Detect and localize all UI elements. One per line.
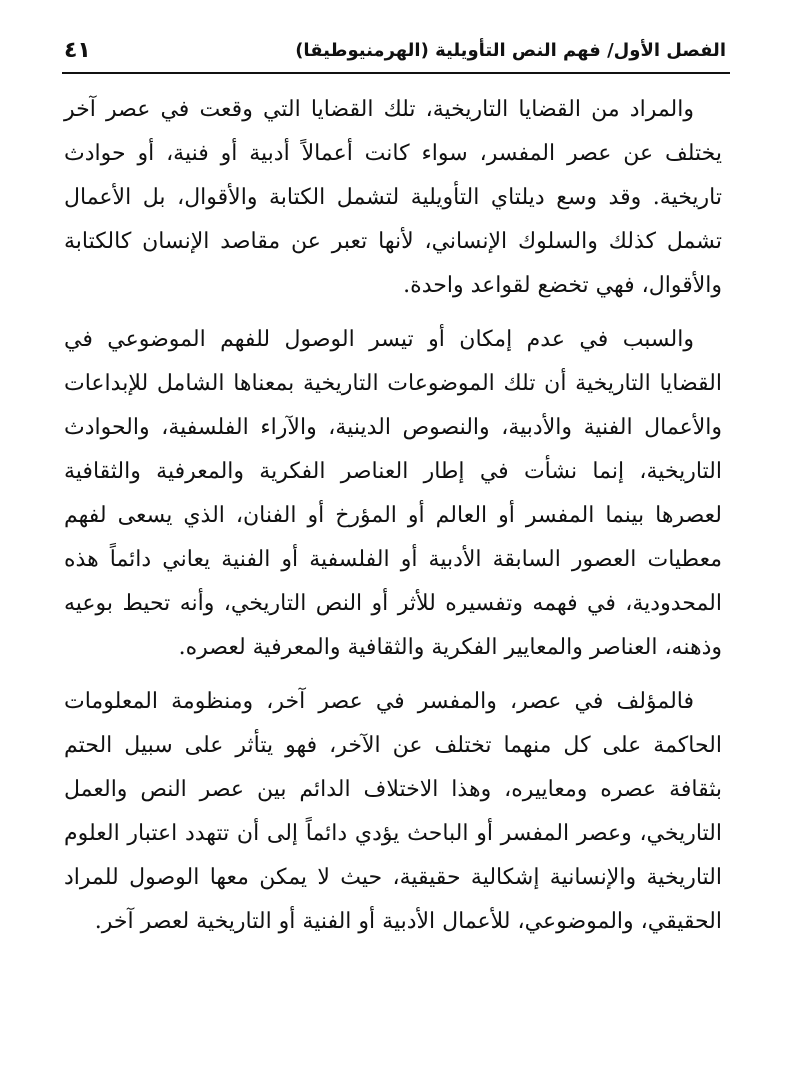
chapter-title: الفصل الأول/ فهم النص التأويلية (الهرمنيوطيقا) — [295, 39, 726, 61]
running-header — [64, 30, 726, 70]
paragraph: والسبب في عدم إمكان أو تيسر الوصول للفهم الموضوعي في القضايا التاريخية أن تلك الموضوعات التاريخية بمعناها الشامل للإبداعات والأعمال الفنية والأدبية، والنصوص الدينية، والآراء الفلسفية، والحوادث التاريخية، إنما نشأت في إطار العناصر الفكرية والمعرفية والثقافية لعصرها بينما المفسر أو العالم أو المؤرخ أو الفنان، الذي يسعى لفهم معطيات العصور السابقة الأدبية أو الفلسفية أو الفنية يعاني دائماً هذه المحدودية، في فهمه وتفسيره للأثر أو النص التاريخي، وأنه تحيط بوعيه وذهنه، العناصر والمعايير الفكرية والثقافية والمعرفية لعصره. — [64, 327, 722, 660]
page-number: ٤١ — [64, 37, 91, 63]
header-divider — [62, 72, 730, 74]
paragraph: فالمؤلف في عصر، والمفسر في عصر آخر، ومنظومة المعلومات الحاكمة على كل منهما تختلف عن الآخر، فهو يتأثر على سبيل الحتم بثقافة عصره ومعاييره، وهذا الاختلاف الدائم بين عصر النص والعمل التاريخي، وعصر المفسر أو الباحث يؤدي دائماً إلى أن تتهدد اعتبار العلوم التاريخية والإنسانية إشكالية حقيقية، حيث لا يمكن معها الوصول للمراد الحقيقي، والموضوعي، للأعمال الأدبية أو الفنية أو التاريخية لعصر آخر. — [64, 689, 722, 934]
paragraph: والمراد من القضايا التاريخية، تلك القضايا التي وقعت في عصر آخر يختلف عن عصر المفسر، سواء كانت أعمالاً أدبية أو فنية، أو حوادث تاريخية. وقد وسع ديلتاي التأويلية لتشمل الكتابة والأقوال، بل الأعمال تشمل كذلك والسلوك الإنساني، لأنها تعبر عن مقاصد الإنسان كالكتابة والأقوال، فهي تخضع لقواعد واحدة. — [64, 97, 722, 298]
body-text — [64, 88, 722, 954]
